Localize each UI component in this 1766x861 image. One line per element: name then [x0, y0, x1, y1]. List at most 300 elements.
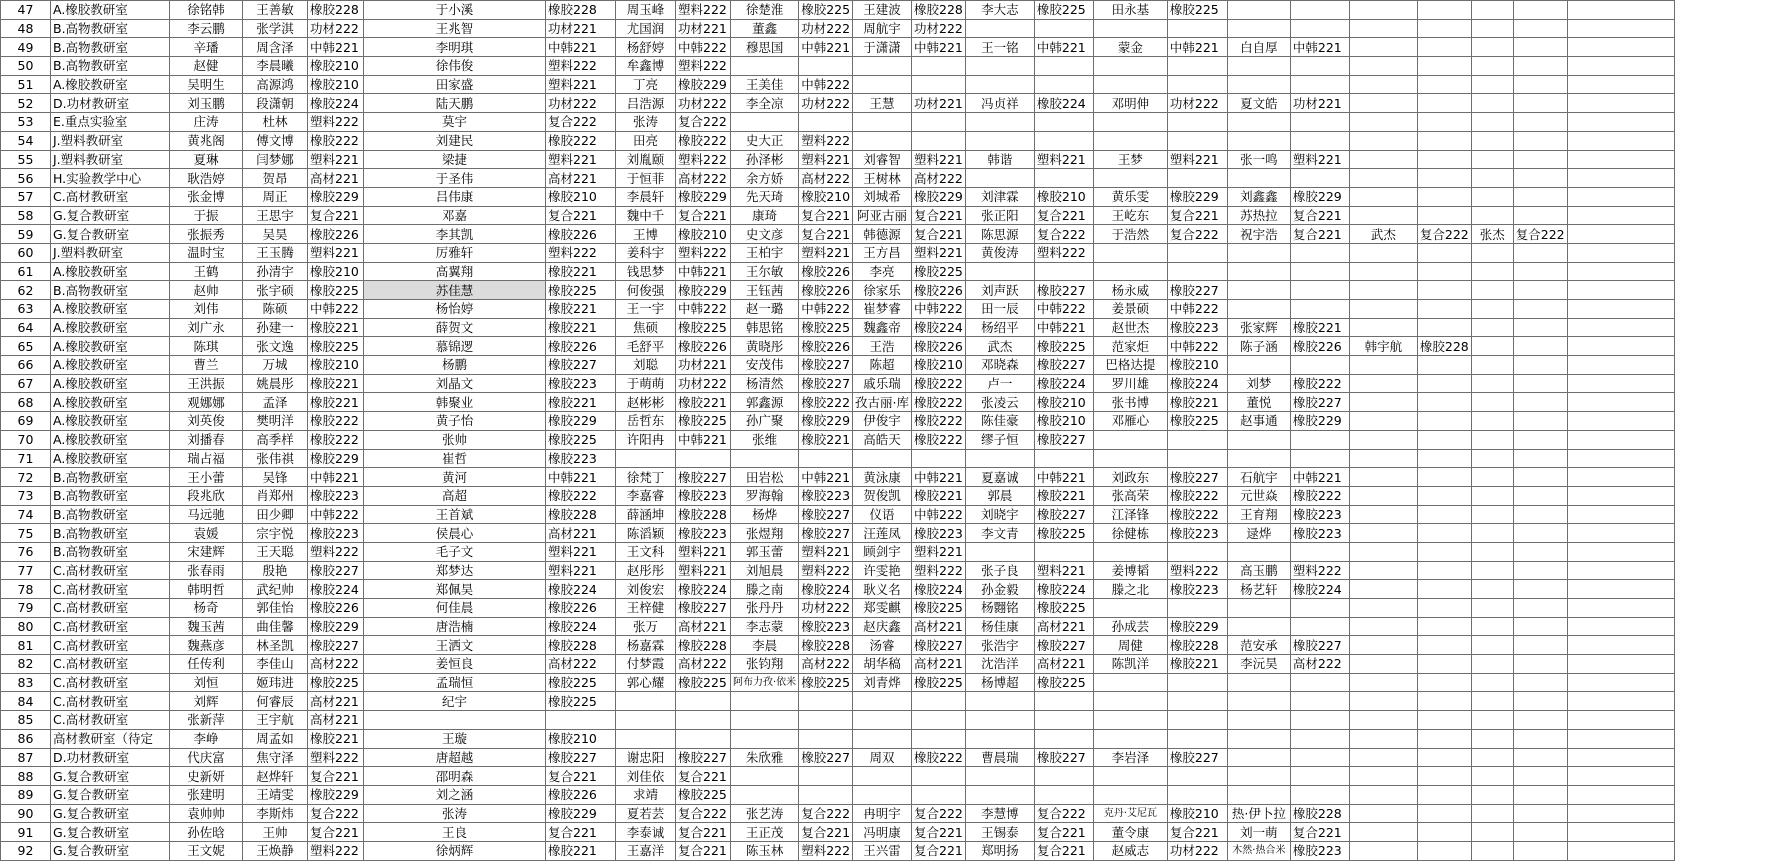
table-cell[interactable] [1417, 673, 1471, 692]
table-cell[interactable]: 克丹·艾尼瓦 [1093, 804, 1167, 823]
table-cell[interactable]: 郑雯麒 [853, 599, 912, 618]
table-cell[interactable]: 赵帅 [170, 281, 243, 300]
table-cell[interactable] [799, 785, 853, 804]
table-cell[interactable]: 橡胶228 [1167, 636, 1227, 655]
table-cell[interactable] [1093, 262, 1167, 281]
table-cell[interactable] [1034, 57, 1093, 76]
table-cell[interactable] [1290, 729, 1349, 748]
table-cell[interactable]: 高材222 [912, 169, 966, 188]
table-cell[interactable] [1349, 655, 1417, 674]
row-number[interactable]: 82 [1, 655, 51, 674]
table-cell[interactable] [1513, 281, 1567, 300]
table-cell[interactable] [965, 785, 1034, 804]
table-cell[interactable]: 王钰茜 [731, 281, 799, 300]
table-cell[interactable]: 高材221 [546, 169, 616, 188]
table-cell[interactable]: 陈佳豪 [965, 412, 1034, 431]
table-cell[interactable] [853, 692, 912, 711]
table-cell[interactable]: 樊明洋 [243, 412, 308, 431]
table-cell[interactable]: 慕锦逻 [364, 337, 546, 356]
table-cell[interactable]: 毛舒平 [616, 337, 676, 356]
table-cell[interactable] [1093, 113, 1167, 132]
table-cell[interactable] [1471, 374, 1513, 393]
table-cell[interactable]: 杨佳康 [965, 617, 1034, 636]
table-cell[interactable] [1417, 767, 1471, 786]
table-cell[interactable] [1513, 449, 1567, 468]
table-cell[interactable]: 中韩221 [1034, 468, 1093, 487]
table-cell[interactable]: 橡胶226 [546, 785, 616, 804]
table-cell[interactable] [1417, 841, 1471, 860]
table-cell[interactable]: 橡胶228 [1290, 804, 1349, 823]
table-cell[interactable]: 王玉腾 [243, 243, 308, 262]
table-cell[interactable]: 夏琳 [170, 150, 243, 169]
table-cell[interactable]: 橡胶227 [1034, 505, 1093, 524]
table-cell[interactable]: 孙建一 [243, 318, 308, 337]
row-number[interactable]: 77 [1, 561, 51, 580]
table-cell[interactable] [1034, 711, 1093, 730]
table-cell[interactable]: 橡胶224 [546, 617, 616, 636]
table-cell[interactable] [1567, 318, 1674, 337]
table-cell[interactable]: 陈硕 [243, 300, 308, 319]
table-cell[interactable]: 橡胶229 [1167, 617, 1227, 636]
table-cell[interactable]: 高材教研室（待定 [51, 729, 170, 748]
row-number[interactable]: 68 [1, 393, 51, 412]
table-cell[interactable]: 塑料222 [799, 561, 853, 580]
table-cell[interactable]: B.高物教研室 [51, 542, 170, 561]
table-cell[interactable] [1567, 823, 1674, 842]
table-cell[interactable]: 中韩221 [676, 262, 731, 281]
table-cell[interactable]: 周正 [243, 187, 308, 206]
table-cell[interactable]: 橡胶227 [1167, 468, 1227, 487]
table-cell[interactable] [1349, 1, 1417, 20]
table-cell[interactable] [1167, 711, 1227, 730]
row-number[interactable]: 59 [1, 225, 51, 244]
table-cell[interactable]: 橡胶225 [1034, 1, 1093, 20]
table-cell[interactable] [1034, 19, 1093, 38]
table-cell[interactable]: 黄乐雯 [1093, 187, 1167, 206]
table-cell[interactable] [853, 767, 912, 786]
table-cell[interactable] [799, 449, 853, 468]
table-cell[interactable] [1513, 673, 1567, 692]
table-cell[interactable]: 复合222 [546, 113, 616, 132]
table-cell[interactable]: 刘一萌 [1227, 823, 1290, 842]
table-cell[interactable] [1290, 542, 1349, 561]
table-cell[interactable]: 张振秀 [170, 225, 243, 244]
table-cell[interactable]: 逯烨 [1227, 524, 1290, 543]
row-number[interactable]: 48 [1, 19, 51, 38]
table-cell[interactable]: 复合221 [1290, 823, 1349, 842]
table-cell[interactable] [1471, 486, 1513, 505]
table-cell[interactable]: 复合221 [799, 206, 853, 225]
table-cell[interactable]: 刘英俊 [170, 412, 243, 431]
table-cell[interactable] [1227, 673, 1290, 692]
table-cell[interactable]: 焦守泽 [243, 748, 308, 767]
table-cell[interactable]: 中韩222 [676, 38, 731, 57]
table-cell[interactable] [1227, 281, 1290, 300]
table-cell[interactable]: 崔哲 [364, 449, 546, 468]
table-cell[interactable]: 李文青 [965, 524, 1034, 543]
table-cell[interactable] [1567, 804, 1674, 823]
table-cell[interactable]: 橡胶229 [1290, 412, 1349, 431]
table-cell[interactable] [1513, 524, 1567, 543]
table-cell[interactable] [1349, 75, 1417, 94]
table-cell[interactable] [1471, 655, 1513, 674]
table-cell[interactable]: 复合221 [1034, 841, 1093, 860]
table-cell[interactable]: 塑料222 [546, 57, 616, 76]
table-cell[interactable] [1567, 767, 1674, 786]
table-cell[interactable] [965, 75, 1034, 94]
table-cell[interactable]: 韩德源 [853, 225, 912, 244]
row-number[interactable]: 74 [1, 505, 51, 524]
table-cell[interactable]: 高材222 [799, 655, 853, 674]
table-cell[interactable]: 魏中千 [616, 206, 676, 225]
table-cell[interactable] [1567, 561, 1674, 580]
table-cell[interactable]: 魏鑫帝 [853, 318, 912, 337]
table-cell[interactable]: 橡胶221 [546, 318, 616, 337]
row-number[interactable]: 92 [1, 841, 51, 860]
table-cell[interactable] [1513, 430, 1567, 449]
table-cell[interactable] [1513, 617, 1567, 636]
table-cell[interactable]: 橡胶228 [912, 1, 966, 20]
table-cell[interactable]: A.橡胶教研室 [51, 75, 170, 94]
table-cell[interactable] [1471, 318, 1513, 337]
table-cell[interactable] [1290, 449, 1349, 468]
table-cell[interactable] [1567, 57, 1674, 76]
table-cell[interactable]: 复合221 [546, 823, 616, 842]
table-cell[interactable]: 何睿辰 [243, 692, 308, 711]
table-cell[interactable]: 橡胶223 [308, 486, 364, 505]
table-cell[interactable]: 刘玉鹏 [170, 94, 243, 113]
table-cell[interactable]: 郭晨 [965, 486, 1034, 505]
table-cell[interactable]: 万城 [243, 356, 308, 375]
table-cell[interactable] [1349, 169, 1417, 188]
table-cell[interactable]: 高材221 [676, 617, 731, 636]
table-cell[interactable]: 橡胶229 [912, 187, 966, 206]
table-cell[interactable] [799, 729, 853, 748]
table-cell[interactable]: 高超 [364, 486, 546, 505]
table-cell[interactable]: 橡胶227 [546, 748, 616, 767]
table-cell[interactable]: 复合221 [1290, 206, 1349, 225]
table-cell[interactable]: 橡胶224 [799, 580, 853, 599]
table-cell[interactable]: 中韩222 [912, 505, 966, 524]
table-cell[interactable]: 王小蕾 [170, 468, 243, 487]
table-cell[interactable] [1513, 19, 1567, 38]
table-cell[interactable] [1471, 673, 1513, 692]
table-cell[interactable] [1471, 785, 1513, 804]
table-cell[interactable]: 中韩221 [1167, 38, 1227, 57]
table-cell[interactable]: 橡胶223 [799, 617, 853, 636]
table-cell[interactable]: 陈琪 [170, 337, 243, 356]
table-cell[interactable] [676, 692, 731, 711]
table-cell[interactable]: 段潇朝 [243, 94, 308, 113]
table-cell[interactable]: 张万 [616, 617, 676, 636]
table-cell[interactable] [1471, 262, 1513, 281]
table-cell[interactable] [1034, 729, 1093, 748]
row-number[interactable]: 58 [1, 206, 51, 225]
table-cell[interactable] [1227, 785, 1290, 804]
table-cell[interactable] [1349, 430, 1417, 449]
table-cell[interactable] [1471, 542, 1513, 561]
table-cell[interactable]: 邵明森 [364, 767, 546, 786]
table-cell[interactable] [1167, 169, 1227, 188]
table-cell[interactable]: 橡胶227 [676, 748, 731, 767]
table-cell[interactable] [799, 767, 853, 786]
table-cell[interactable] [1567, 430, 1674, 449]
table-cell[interactable] [1567, 617, 1674, 636]
table-cell[interactable]: 塑料221 [912, 150, 966, 169]
table-cell[interactable]: 塑料221 [676, 561, 731, 580]
table-cell[interactable]: 董鑫 [731, 19, 799, 38]
table-cell[interactable]: 周含泽 [243, 38, 308, 57]
table-cell[interactable]: 复合221 [799, 225, 853, 244]
table-cell[interactable]: 王良 [364, 823, 546, 842]
table-cell[interactable]: 黄晓彤 [731, 337, 799, 356]
table-cell[interactable]: 橡胶227 [308, 636, 364, 655]
table-cell[interactable]: 傅文博 [243, 131, 308, 150]
table-cell[interactable] [1167, 75, 1227, 94]
table-cell[interactable]: 高材222 [676, 655, 731, 674]
table-cell[interactable]: 塑料221 [799, 150, 853, 169]
table-cell[interactable]: 姜科宇 [616, 243, 676, 262]
table-cell[interactable] [731, 113, 799, 132]
table-cell[interactable]: J.塑料教研室 [51, 243, 170, 262]
table-cell[interactable] [1349, 150, 1417, 169]
table-cell[interactable] [1417, 75, 1471, 94]
table-cell[interactable]: 复合221 [676, 206, 731, 225]
table-cell[interactable]: 功材221 [1290, 94, 1349, 113]
table-cell[interactable] [1227, 262, 1290, 281]
table-cell[interactable]: 橡胶224 [546, 580, 616, 599]
table-cell[interactable] [1093, 542, 1167, 561]
row-number[interactable]: 91 [1, 823, 51, 842]
table-cell[interactable] [1167, 19, 1227, 38]
table-cell[interactable]: 功材222 [799, 19, 853, 38]
table-cell[interactable]: 橡胶224 [1034, 94, 1093, 113]
table-cell[interactable] [1567, 187, 1674, 206]
table-cell[interactable] [1567, 393, 1674, 412]
table-cell[interactable] [799, 113, 853, 132]
table-cell[interactable]: 李晨 [731, 636, 799, 655]
table-cell[interactable]: 张帅 [364, 430, 546, 449]
table-cell[interactable]: 功材221 [676, 19, 731, 38]
table-cell[interactable]: 伊俊宇 [853, 412, 912, 431]
table-cell[interactable] [1417, 19, 1471, 38]
table-cell[interactable]: 中韩221 [799, 38, 853, 57]
table-cell[interactable]: 塑料222 [799, 131, 853, 150]
table-cell[interactable]: 橡胶227 [1034, 748, 1093, 767]
table-cell[interactable]: 橡胶227 [1034, 636, 1093, 655]
table-cell[interactable] [1167, 243, 1227, 262]
table-cell[interactable] [546, 711, 616, 730]
table-cell[interactable]: 张涛 [616, 113, 676, 132]
table-cell[interactable] [1417, 580, 1471, 599]
table-cell[interactable]: A.橡胶教研室 [51, 1, 170, 20]
table-cell[interactable]: E.重点实验室 [51, 113, 170, 132]
table-cell[interactable]: 王首斌 [364, 505, 546, 524]
table-cell[interactable]: A.橡胶教研室 [51, 374, 170, 393]
table-cell[interactable] [1167, 729, 1227, 748]
table-cell[interactable] [1471, 393, 1513, 412]
table-cell[interactable]: 郭佳怡 [243, 599, 308, 618]
row-number[interactable]: 52 [1, 94, 51, 113]
table-cell[interactable]: 橡胶222 [308, 131, 364, 150]
table-cell[interactable] [799, 711, 853, 730]
table-cell[interactable]: 塑料221 [912, 542, 966, 561]
table-cell[interactable] [1417, 206, 1471, 225]
table-cell[interactable] [1349, 356, 1417, 375]
table-cell[interactable]: 中韩221 [1290, 38, 1349, 57]
table-cell[interactable]: 刘晓宇 [965, 505, 1034, 524]
table-cell[interactable] [1513, 636, 1567, 655]
table-cell[interactable]: 橡胶226 [308, 225, 364, 244]
table-cell[interactable]: 郑梦达 [364, 561, 546, 580]
table-cell[interactable] [1471, 561, 1513, 580]
table-cell[interactable]: 橡胶227 [1290, 636, 1349, 655]
table-cell[interactable] [1417, 318, 1471, 337]
table-cell[interactable] [1417, 505, 1471, 524]
table-cell[interactable]: C.高材教研室 [51, 692, 170, 711]
table-cell[interactable]: 橡胶227 [1034, 356, 1093, 375]
table-cell[interactable] [1513, 748, 1567, 767]
table-cell[interactable]: 王焕静 [243, 841, 308, 860]
table-cell[interactable] [1567, 580, 1674, 599]
table-cell[interactable]: 郭鑫源 [731, 393, 799, 412]
table-cell[interactable]: 王梦 [1093, 150, 1167, 169]
table-cell[interactable]: 功材221 [912, 94, 966, 113]
table-cell[interactable] [1471, 187, 1513, 206]
table-cell[interactable]: 橡胶227 [799, 748, 853, 767]
table-cell[interactable] [1471, 580, 1513, 599]
table-cell[interactable]: 橡胶223 [1167, 580, 1227, 599]
table-cell[interactable]: 橡胶222 [1167, 486, 1227, 505]
table-cell[interactable]: 中韩221 [546, 468, 616, 487]
row-number[interactable]: 55 [1, 150, 51, 169]
table-cell[interactable]: 殷艳 [243, 561, 308, 580]
table-cell[interactable] [1290, 131, 1349, 150]
table-cell[interactable]: 张建明 [170, 785, 243, 804]
table-cell[interactable]: 功材222 [799, 94, 853, 113]
table-cell[interactable]: 滕之北 [1093, 580, 1167, 599]
table-cell[interactable]: 橡胶222 [546, 131, 616, 150]
table-cell[interactable]: 橡胶222 [912, 412, 966, 431]
table-cell[interactable]: 唐浩楠 [364, 617, 546, 636]
table-cell[interactable]: 夏嘉诚 [965, 468, 1034, 487]
table-cell[interactable]: 复合221 [676, 841, 731, 860]
table-cell[interactable]: 橡胶227 [799, 356, 853, 375]
table-cell[interactable]: 橡胶221 [1034, 486, 1093, 505]
table-cell[interactable]: 橡胶225 [676, 412, 731, 431]
table-cell[interactable] [731, 785, 799, 804]
table-cell[interactable]: 橡胶228 [308, 1, 364, 20]
table-cell[interactable]: 塑料221 [676, 542, 731, 561]
table-cell[interactable]: 沈浩洋 [965, 655, 1034, 674]
table-cell[interactable]: 李亮 [853, 262, 912, 281]
table-cell[interactable]: C.高材教研室 [51, 580, 170, 599]
table-cell[interactable]: 韩宇航 [1349, 337, 1417, 356]
table-cell[interactable]: 高翼翔 [364, 262, 546, 281]
table-cell[interactable] [1471, 430, 1513, 449]
table-cell[interactable]: 杜林 [243, 113, 308, 132]
table-cell[interactable]: 橡胶229 [308, 785, 364, 804]
row-number[interactable]: 65 [1, 337, 51, 356]
table-cell[interactable] [1167, 785, 1227, 804]
table-cell[interactable]: 穆思国 [731, 38, 799, 57]
table-cell[interactable] [1349, 281, 1417, 300]
table-cell[interactable] [1290, 243, 1349, 262]
table-cell[interactable]: 橡胶227 [1034, 281, 1093, 300]
table-cell[interactable]: 陈滔颖 [616, 524, 676, 543]
table-cell[interactable]: 橡胶227 [676, 599, 731, 618]
table-cell[interactable]: 韩聚业 [364, 393, 546, 412]
table-cell[interactable]: 橡胶223 [308, 524, 364, 543]
table-cell[interactable]: 宋建辉 [170, 542, 243, 561]
table-cell[interactable] [1513, 393, 1567, 412]
table-cell[interactable] [1227, 542, 1290, 561]
table-cell[interactable]: 橡胶210 [912, 356, 966, 375]
table-cell[interactable]: 史文彦 [731, 225, 799, 244]
table-cell[interactable]: 橡胶223 [912, 524, 966, 543]
table-cell[interactable]: 白自厚 [1227, 38, 1290, 57]
table-cell[interactable]: B.高物教研室 [51, 19, 170, 38]
table-cell[interactable]: 徐家乐 [853, 281, 912, 300]
table-cell[interactable]: 焦硕 [616, 318, 676, 337]
table-cell[interactable] [853, 449, 912, 468]
table-cell[interactable] [1093, 131, 1167, 150]
table-cell[interactable]: 塑料222 [546, 243, 616, 262]
table-cell[interactable]: 塑料221 [912, 243, 966, 262]
table-cell[interactable]: 耿义名 [853, 580, 912, 599]
table-cell[interactable]: 橡胶226 [546, 337, 616, 356]
table-cell[interactable] [1349, 841, 1417, 860]
table-cell[interactable]: 橡胶224 [676, 580, 731, 599]
table-cell[interactable]: 橡胶223 [676, 524, 731, 543]
table-cell[interactable]: 魏玉茜 [170, 617, 243, 636]
row-number[interactable]: 56 [1, 169, 51, 188]
table-cell[interactable] [1513, 505, 1567, 524]
row-number[interactable]: 54 [1, 131, 51, 150]
table-cell[interactable] [1167, 131, 1227, 150]
table-cell[interactable] [965, 767, 1034, 786]
table-cell[interactable]: 周玉峰 [616, 1, 676, 20]
table-cell[interactable]: 曹兰 [170, 356, 243, 375]
table-cell[interactable]: B.高物教研室 [51, 505, 170, 524]
table-cell[interactable]: 复合221 [308, 767, 364, 786]
table-cell[interactable]: 吕伟康 [364, 187, 546, 206]
table-cell[interactable] [1471, 300, 1513, 319]
table-cell[interactable] [1093, 169, 1167, 188]
table-cell[interactable] [1167, 57, 1227, 76]
table-cell[interactable]: 橡胶225 [546, 673, 616, 692]
table-cell[interactable]: 徐健栋 [1093, 524, 1167, 543]
table-cell[interactable]: 复合222 [1417, 225, 1471, 244]
table-cell[interactable] [1567, 169, 1674, 188]
table-cell[interactable]: 热·伊卜拉 [1227, 804, 1290, 823]
table-cell[interactable]: 高源鸿 [243, 75, 308, 94]
table-cell[interactable]: 刘梦 [1227, 374, 1290, 393]
table-cell[interactable] [853, 711, 912, 730]
table-cell[interactable] [676, 729, 731, 748]
table-cell[interactable] [1349, 804, 1417, 823]
table-cell[interactable] [1567, 468, 1674, 487]
table-cell[interactable]: 橡胶224 [308, 580, 364, 599]
table-cell[interactable] [1567, 841, 1674, 860]
table-cell[interactable]: 王博 [616, 225, 676, 244]
table-cell[interactable] [1349, 542, 1417, 561]
table-cell[interactable]: 高季样 [243, 430, 308, 449]
table-cell[interactable]: 塑料222 [676, 150, 731, 169]
table-cell[interactable]: 韩谐 [965, 150, 1034, 169]
table-cell[interactable] [1567, 711, 1674, 730]
table-cell[interactable] [1227, 57, 1290, 76]
